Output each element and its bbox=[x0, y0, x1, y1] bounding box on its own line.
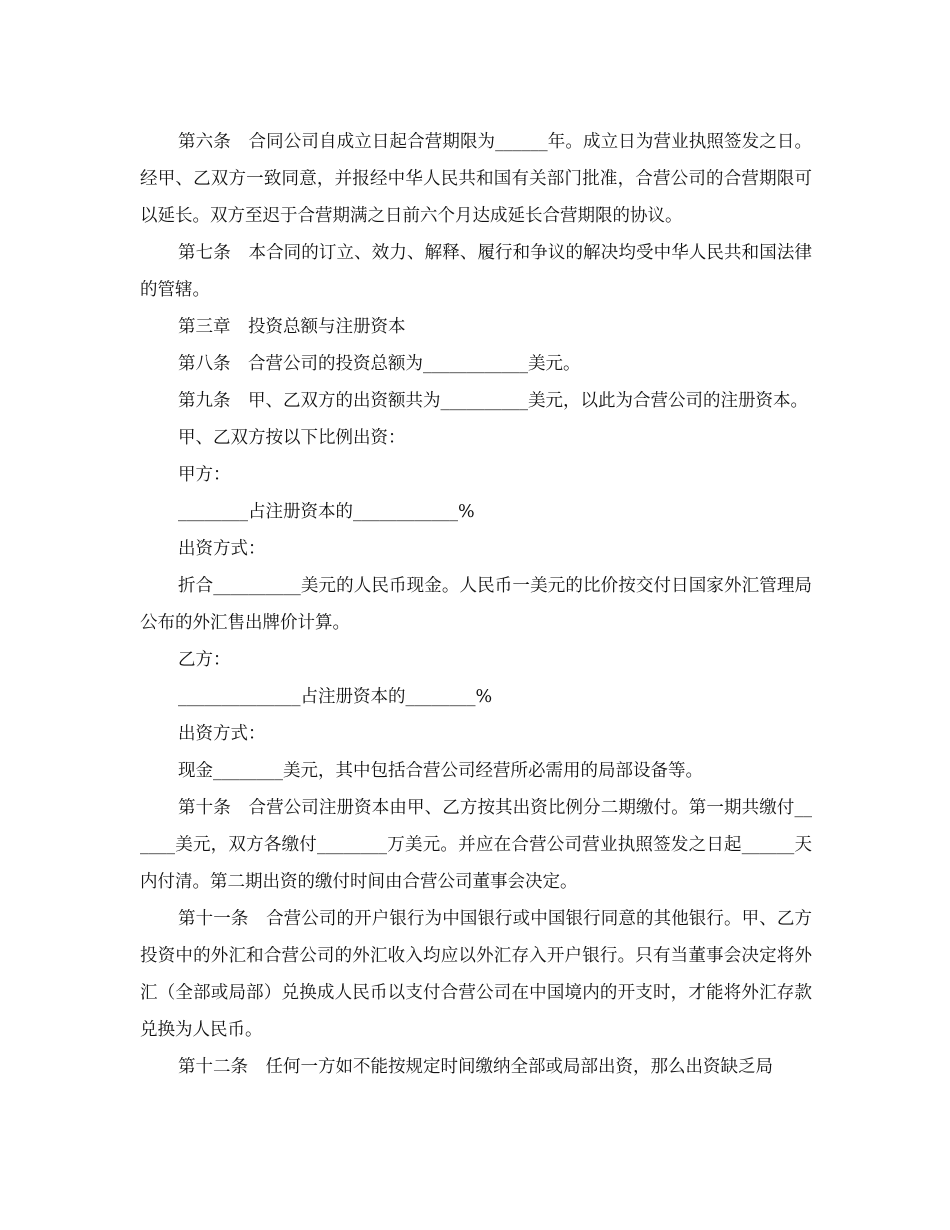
article-12-paragraph: 第十二条 任何一方如不能按规定时间缴纳全部或局部出资，那么出资缺乏局 bbox=[178, 1057, 773, 1077]
article-7-paragraph: 第七条 本合同的订立、效力、解释、履行和争议的解决均受中华人民共和国法律的管辖。 bbox=[140, 243, 812, 300]
article-10-paragraph: 第十条 合营公司注册资本由甲、乙方按其出资比例分二期缴付。第一期共缴付______美元，双方各缴付________万美元。并应在合营公司营业执照签发之日起______天内付清。第二期出资的缴付时间由合营公司董事会决定。 bbox=[140, 798, 812, 892]
party-b-method-label: 出资方式： bbox=[178, 724, 266, 744]
party-a-share-line: ________占注册资本的____________% bbox=[178, 502, 475, 522]
article-9-paragraph: 第九条 甲、乙双方的出资额共为__________美元，以此为合营公司的注册资本。 bbox=[178, 391, 808, 411]
party-a-method-label: 出资方式： bbox=[178, 539, 266, 559]
party-b-share-line: ______________占注册资本的________% bbox=[178, 687, 493, 707]
party-b-method-detail: 现金________美元，其中包括合营公司经营所必需用的局部设备等。 bbox=[178, 761, 703, 781]
chapter-3-heading: 第三章 投资总额与注册资本 bbox=[178, 317, 406, 337]
party-a-method-detail: 折合__________美元的人民币现金。人民币一美元的比价按交付日国家外汇管理局公布的外汇售出牌价计算。 bbox=[140, 576, 812, 633]
party-b-label: 乙方： bbox=[178, 650, 231, 670]
document-page bbox=[140, 124, 812, 1086]
contribution-ratio-intro: 甲、乙双方按以下比例出资： bbox=[178, 428, 406, 448]
article-11-paragraph: 第十一条 合营公司的开户银行为中国银行或中国银行同意的其他银行。甲、乙方投资中的外汇和合营公司的外汇收入均应以外汇存入开户银行。只有当董事会决定将外汇（全部或局部）兑换成人民币以支付合营公司在中国境内的开支时，才能将外汇存款兑换为人民币。 bbox=[140, 909, 812, 1040]
article-6-paragraph: 第六条 合同公司自成立日起合营期限为______年。成立日为营业执照签发之日。经甲、乙双方一致同意，并报经中华人民共和国有关部门批准，合营公司的合营期限可以延长。双方至迟于合营期满之日前六个月达成延长合营期限的协议。 bbox=[140, 132, 812, 226]
party-a-label: 甲方： bbox=[178, 465, 231, 485]
article-8-paragraph: 第八条 合营公司的投资总额为____________美元。 bbox=[178, 354, 581, 374]
